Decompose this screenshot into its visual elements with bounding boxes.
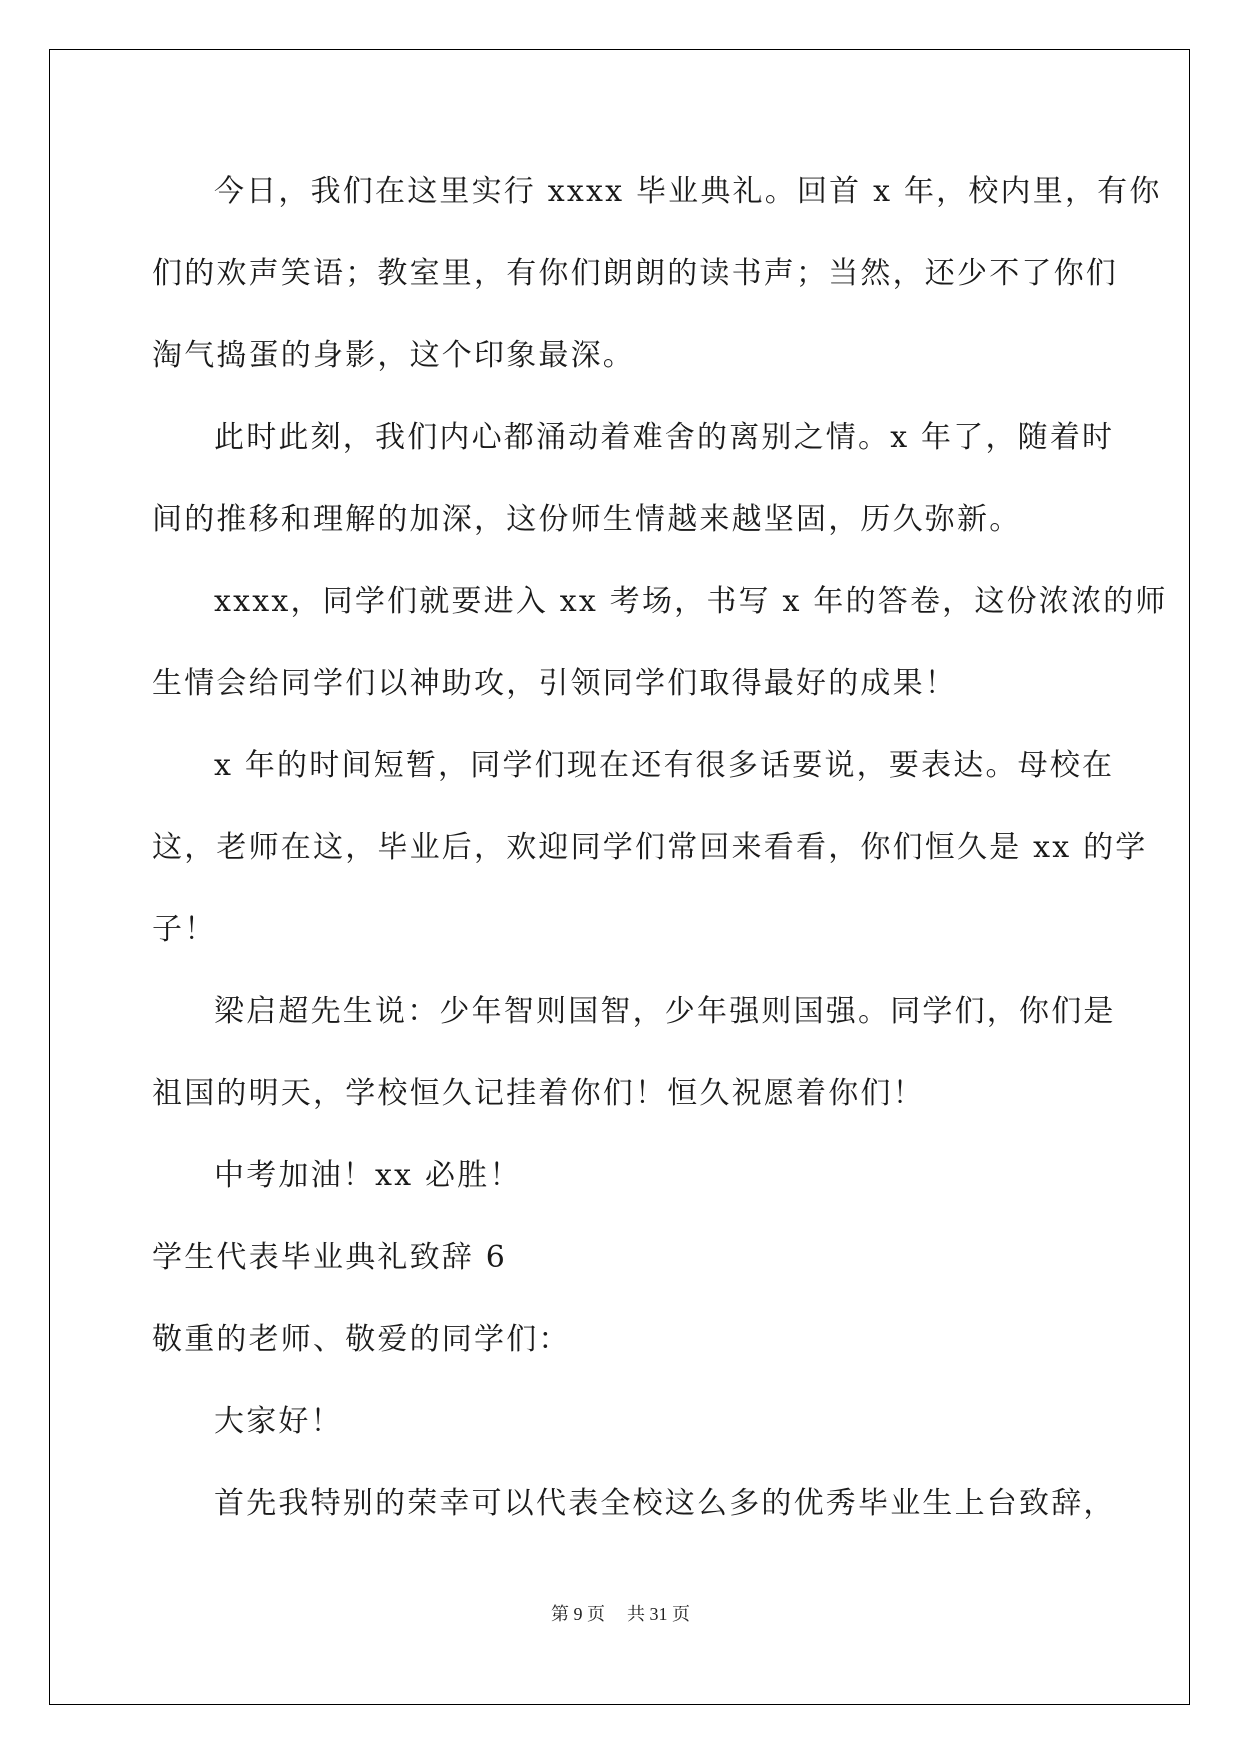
paragraph-line: 首先我特别的荣幸可以代表全校这么多的优秀毕业生上台致辞，: [214, 1486, 1116, 1521]
greeting: 大家好！: [214, 1404, 343, 1439]
page-footer: [0, 1600, 1241, 1626]
paragraph-line: 中考加油！xx 必胜！: [214, 1158, 522, 1193]
paragraph-line: 生情会给同学们以神助攻，引领同学们取得最好的成果！: [152, 666, 957, 701]
paragraph-line: xxxx，同学们就要进入 xx 考场，书写 x 年的答卷，这份浓浓的师: [214, 584, 1168, 619]
salutation: 敬重的老师、敬爱的同学们：: [152, 1322, 571, 1357]
page-number: 第 9 页: [551, 1604, 605, 1624]
paragraph-line: 淘气捣蛋的身影，这个印象最深。: [152, 338, 635, 373]
paragraph-line: 子！: [152, 912, 217, 947]
paragraph-line: 这，老师在这，毕业后，欢迎同学们常回来看看，你们恒久是 xx 的学: [152, 830, 1148, 865]
section-heading: 学生代表毕业典礼致辞 6: [152, 1240, 508, 1275]
paragraph-line: 梁启超先生说：少年智则国智，少年强则国强。同学们，你们是: [214, 994, 1116, 1029]
paragraph-line: 祖国的明天，学校恒久记挂着你们！恒久祝愿着你们！: [152, 1076, 925, 1111]
document-body: [152, 157, 1168, 1551]
paragraph-line: 们的欢声笑语；教室里，有你们朗朗的读书声；当然，还少不了你们: [152, 256, 1118, 291]
paragraph-line: x 年的时间短暂，同学们现在还有很多话要说，要表达。母校在: [214, 748, 1115, 783]
page-total: 共 31 页: [627, 1604, 690, 1624]
paragraph-line: 间的推移和理解的加深，这份师生情越来越坚固，历久弥新。: [152, 502, 1022, 537]
paragraph-line: 此时此刻，我们内心都涌动着难舍的离别之情。x 年了，随着时: [214, 420, 1115, 455]
paragraph-line: 今日，我们在这里实行 xxxx 毕业典礼。回首 x 年，校内里，有你: [214, 174, 1162, 209]
